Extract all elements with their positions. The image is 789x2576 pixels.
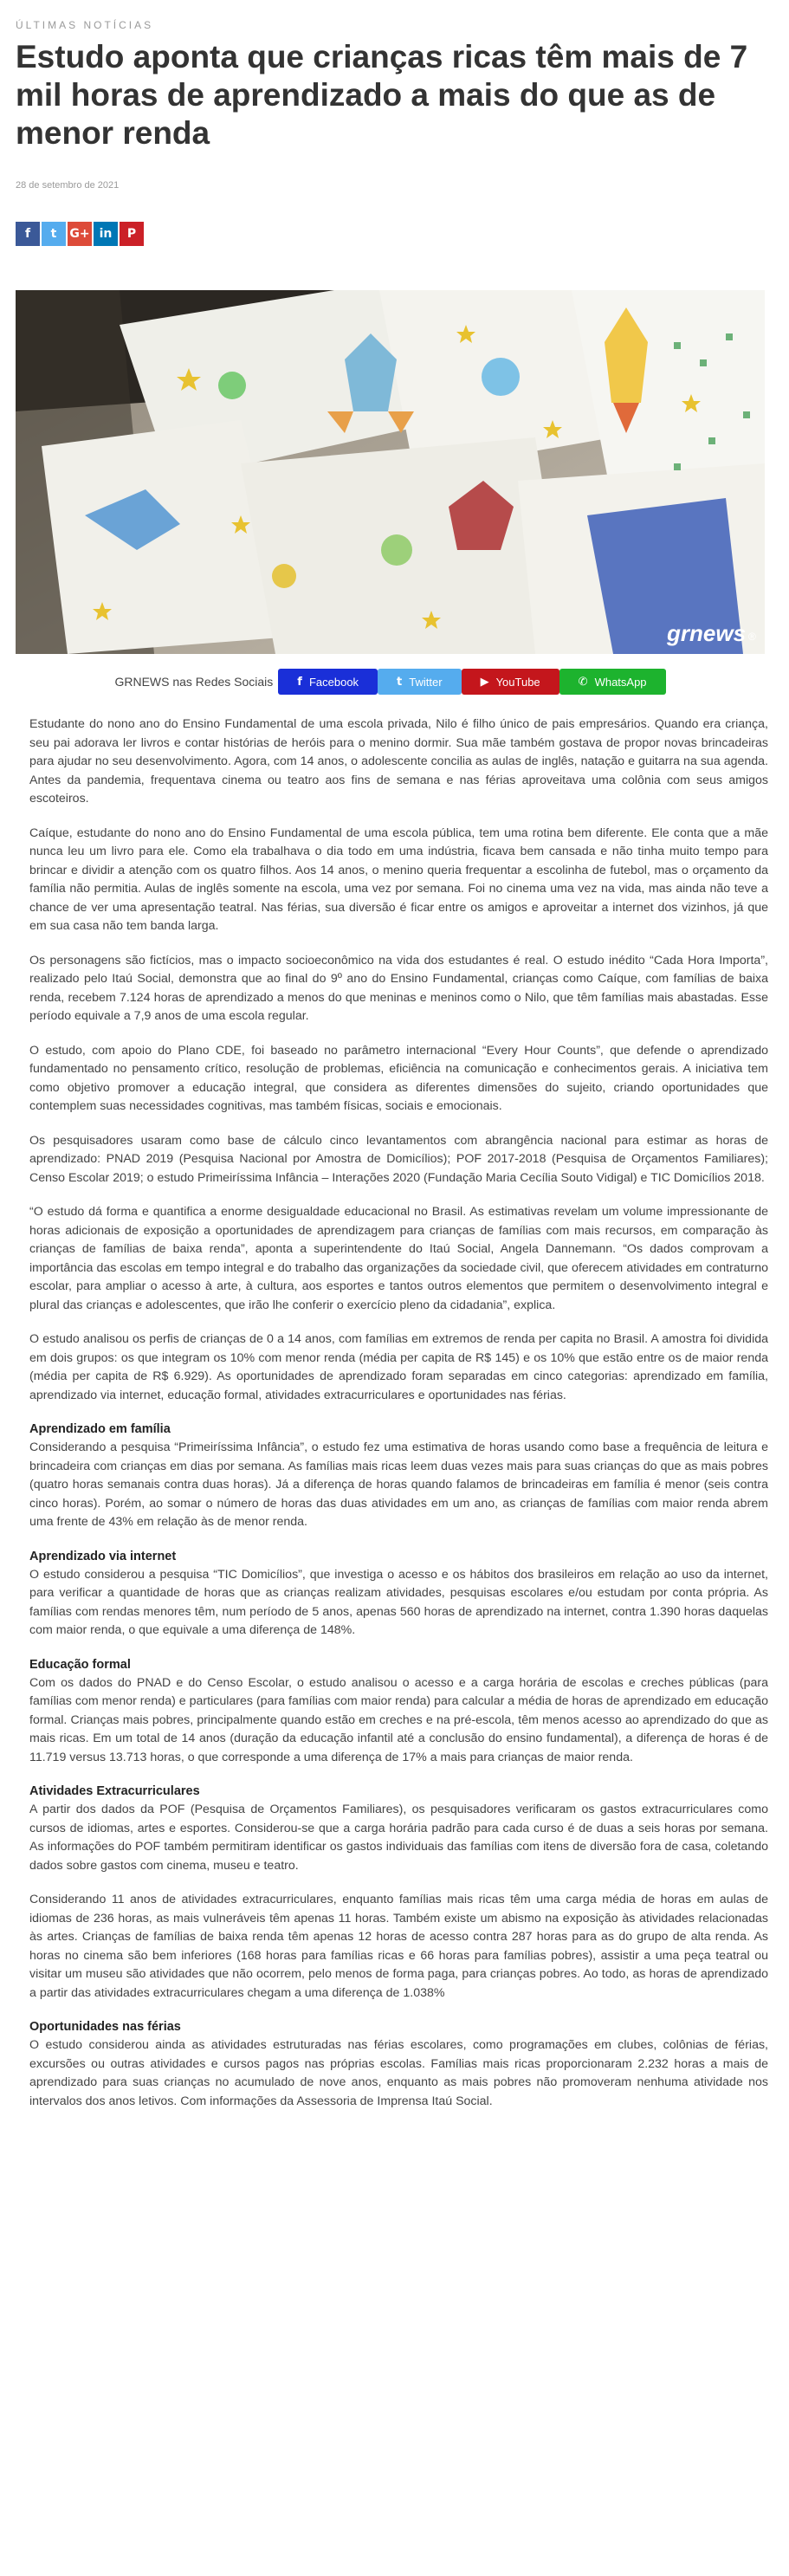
linkedin-icon[interactable]: in — [94, 222, 118, 246]
page-title: Estudo aponta que crianças ricas têm mais de 7 mil horas de aprendizado a mais do que as de menor renda — [16, 39, 748, 151]
paragraph: O estudo analisou os perfis de crianças de 0 a 14 anos, com famílias em extremos de renda per capita no Brasil. A amostra foi dividida em dois grupos: os que integram os 10% com menor renda (média per capita de R$ 145) e os 10% que estão entre os de maior renda (média per capita de R$ 6.929). As oportunidades de aprendizado foram separadas em cinco categorias: aprendizado em família, aprendizado via internet, educação formal, atividades extracurriculares e oportunidades nas férias. — [29, 1332, 768, 1402]
facebook-icon[interactable]: f — [16, 222, 40, 246]
hero-watermark-mark: ® — [748, 631, 756, 643]
pinterest-icon[interactable]: P — [120, 222, 144, 246]
paragraph: Considerando 11 anos de atividades extracurriculares, enquanto famílias mais ricas têm uma carga média de horas em aulas de idiomas de 236 horas, as mais vulneráveis têm apenas 11 horas. Também existe um abismo na exposição às atividades relacionadas às artes. Crianças de famílias de baixa renda têm apenas 12 horas de acesso contra 287 horas para as do grupo de alta renda. As horas no cinema são bem inferiores (168 horas para famílias ricas e 66 horas para famílias pobres), assistir a uma peça teatral ou visitar um museu são atividades que não ocorrem, pelo menos de forma paga, para crianças pobres. Ao todo, as horas de aprendizado a partir das atividades extracurriculares chegam a uma diferença de 1.038% — [29, 1893, 768, 2000]
children-drawings-illustration — [16, 290, 765, 654]
twitter-social-button[interactable] — [378, 669, 462, 695]
social-buttons — [278, 669, 665, 695]
paragraph: O estudo considerou a pesquisa “TIC Domicílios”, que investiga o acesso e os hábitos dos brasileiros em relação ao uso da internet, para verificar a quantidade de horas que as crianças realizam atividades, pesquisas escolares e/ou estudam por conta própria. As famílias com rendas menores têm, num período de 5 anos, apenas 560 horas de aprendizado na internet, contra 1.390 horas daquelas com maior renda, o que equivale a uma diferença de 148%. — [29, 1567, 768, 1637]
whatsapp-icon: ✆ — [578, 675, 588, 689]
social-networks-bar — [16, 669, 765, 695]
publish-date: 28 de setembro de 2021 — [16, 180, 120, 191]
section-heading: Atividades Extracurriculares — [29, 1784, 200, 1798]
social-button-label: WhatsApp — [594, 675, 647, 689]
paragraph: “O estudo dá forma e quantifica a enorme desigualdade educacional no Brasil. As estimativas revelam um volume impressionante de horas adicionais de exposição a oportunidades de aprendizagem para crianças de famílias com mais recursos, em comparação às crianças de famílias de baixa renda”, aponta a superintendente do Itaú Social, Angela Dannemann. “Os dados comprovam a importância das escolas em tempo integral e do trabalho das organizações da sociedade civil, que oferecem atividades em contraturno escolar, para ampliar o acesso à arte, à cultura, aos esportes e tantos outros elementos que permitem o desenvolvimento integral e plural das crianças e adolescentes, que irão lhe conferir o exercício pleno da cidadania”, explica. — [29, 1205, 768, 1312]
facebook-social-button[interactable] — [278, 669, 378, 695]
twitter-icon[interactable]: t — [42, 222, 66, 246]
category-label[interactable]: ÚLTIMAS NOTÍCIAS — [16, 19, 154, 31]
youtube-icon: ▶ — [480, 675, 489, 689]
paragraph: O estudo considerou ainda as atividades estruturadas nas férias escolares, como programações em clubes, colônias de férias, excursões ou outras atividades e cursos pagos nas próprias escolas. Famílias mais ricas proporcionaram 2.232 horas a mais de aprendizado para suas crianças no acumulado de nove anos, enquanto as mais pobres não promoveram nenhuma atividade nos intervalos dos anos letivos. Com informações da Assessoria de Imprensa Itaú Social. — [29, 2038, 768, 2108]
article-body — [29, 715, 768, 2126]
social-button-label: Facebook — [308, 675, 359, 689]
paragraph: Os personagens são fictícios, mas o impacto socioeconômico na vida dos estudantes é real. O estudo inédito “Cada Hora Importa”, realizado pelo Itaú Social, demonstra que ao final do 9º ano do Ensino Fundamental, crianças como Caíque, com famílias de baixa renda, recebem 7.124 horas de aprendizado a menos do que meninas e meninos como o Nilo, que têm famílias mais abastadas. Esse período equivale a 7,9 anos de uma escola regular. — [29, 953, 768, 1023]
paragraph: Estudante do nono ano do Ensino Fundamental de uma escola privada, Nilo é filho único de pais empresários. Quando era criança, seu pai adorava ler livros e contar histórias de heróis para o menino dormir. Sua mãe também gostava de propor novas brincadeiras para ajudar no seu desenvolvimento. Agora, com 14 anos, o adolescente concilia as aulas de inglês, natação e guitarra na sua agenda. Antes da pandemia, frequentava cinema ou teatro aos fins de semana e nas férias aproveitava uma colônia com seus amigos escoteiros. — [29, 717, 768, 806]
paragraph: Caíque, estudante do nono ano do Ensino Fundamental de uma escola pública, tem uma rotina bem diferente. Ele conta que a mãe nunca leu um livro para ele. Como ela trabalhava o dia todo em uma indústria, ficava bem cansada e não tinha muito tempo para brincar e dividir a atenção com os quatro filhos. Aos 14 anos, o menino queria frequentar a escolinha de futebol, mas o orçamento da família não permitia. Aulas de inglês somente na escola, uma vez por semana. Foi no cinema uma vez na vida, mas ainda não teve a chance de ver uma apresentação teatral. Nas férias, sua diversão é ficar entre os amigos e aproveitar a internet dos vizinhos, já que em sua casa não tem banda larga. — [29, 825, 768, 933]
section-heading: Educação formal — [29, 1657, 131, 1672]
hero-watermark: grnews — [667, 620, 747, 646]
whatsapp-social-button[interactable] — [559, 669, 666, 695]
social-networks-label: GRNEWS nas Redes Sociais — [114, 675, 274, 689]
paragraph: A partir dos dados da POF (Pesquisa de Orçamentos Familiares), os pesquisadores verificaram os gastos extracurriculares como cursos de idiomas, artes e esportes. Considerou-se que a carga horária padrão para cada curso é de duas a seis horas por semana. As informações do POF também permitiram identificar os gastos individuais das famílias com itens de diversão fora de casa, coletando dados sobre gastos com cinema, museu e teatro. — [29, 1803, 768, 1873]
paragraph: Os pesquisadores usaram como base de cálculo cinco levantamentos com abrangência nacional para estimar as horas de aprendizado: PNAD 2019 (Pesquisa Nacional por Amostra de Domicílios); POF 2017-2018 (Pesquisa de Orçamentos Familiares); Censo Escolar 2019; o estudo Primeiríssima Infância – Interações 2020 (Fundação Maria Cecília Souto Vidigal) e TIC Domicílios 2018. — [29, 1133, 768, 1185]
section-heading: Aprendizado via internet — [29, 1549, 177, 1563]
facebook-icon: f — [297, 675, 302, 689]
paragraph: O estudo, com apoio do Plano CDE, foi baseado no parâmetro internacional “Every Hour Counts”, que defende o aprendizado fundamentado no pensamento crítico, resolução de problemas, eficiência na comunicação e conhecimentos gerais. A iniciativa tem como objetivo promover a educação integral, que considera as diferentes dimensões do sujeito, criando oportunidades que contemplem suas necessidades cognitivas, mas também físicas, sociais e emocionais. — [29, 1043, 768, 1113]
paragraph: Considerando a pesquisa “Primeiríssima Infância”, o estudo fez uma estimativa de horas usando como base a frequência de leitura e brincadeira com crianças em dias por semana. As famílias mais ricas leem duas vezes mais para suas crianças do que as mais pobres (quatro horas semanais contra duas horas). Já a diferença de horas quando falamos de brincadeiras em família é menor (seis contra cinco horas). Porém, ao somar o número de horas das duas atividades em um ano, as crianças de famílias com maior renda abrem uma frente de 43% em relação às de menor renda. — [29, 1440, 768, 1529]
paragraph: Com os dados do PNAD e do Censo Escolar, o estudo analisou o acesso e a carga horária de escolas e creches públicas (para famílias com menor renda) e particulares (para famílias com maior renda) para calcular a média de horas de aprendizado em educação formal. Crianças mais pobres, principalmente quando estão em creches e na pré-escola, têm menos acesso ao aprendizado do que as mais ricas. Em um total de 14 anos (duração da educação infantil até a conclusão do ensino fundamental), a diferença de horas é de 11.719 versus 13.713 horas, o que corresponde a uma diferença de 17% a mais para crianças de maior renda. — [29, 1675, 768, 1764]
share-bar — [16, 222, 144, 246]
social-button-label: Twitter — [409, 675, 443, 689]
section-heading: Oportunidades nas férias — [29, 2020, 181, 2034]
twitter-icon: t — [397, 675, 403, 689]
hero-image — [16, 290, 765, 654]
google-plus-icon[interactable]: G+ — [68, 222, 92, 246]
section-heading: Aprendizado em família — [29, 1422, 171, 1436]
social-button-label: YouTube — [495, 675, 540, 689]
youtube-social-button[interactable] — [462, 669, 559, 695]
